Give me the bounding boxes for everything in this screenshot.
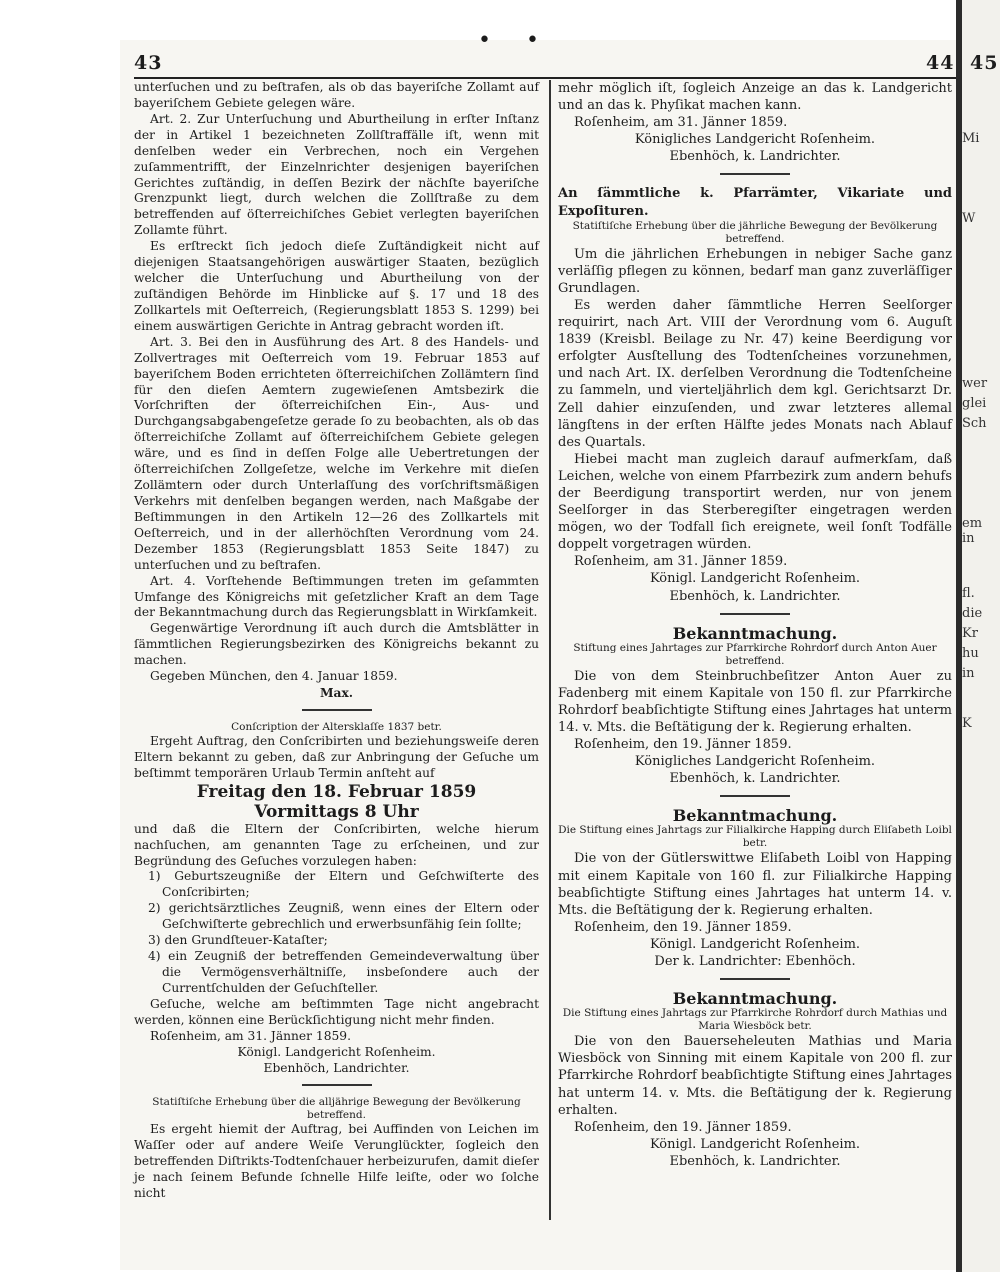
list-item: 3) den Grundſteuer-Kataſter; <box>148 933 328 948</box>
edge-text-fragment: die <box>962 606 983 621</box>
edge-text-fragment: Kr <box>962 626 978 641</box>
signature-line: Max. <box>319 685 354 701</box>
paragraph: Roſenheim, den 19. Jänner 1859. <box>574 1119 792 1135</box>
section-subject: Statiſtiſche Erhebung über die jährliche Bewegung der Bevölkerung betreffend. <box>572 219 938 245</box>
section-separator <box>302 1084 372 1086</box>
header-rule <box>134 77 956 79</box>
edge-text-fragment: fl. <box>962 586 975 601</box>
paragraph: Die von dem Steinbruchbeſitzer Anton Auer zu Fadenberg mit einem Kapitale von 150 fl. zur Pfarrkirche Rohrdorf beabſichtigte Stiftung eines Jahrtages hat unterm 14. v. Mts. die Beſtätigung der k. Regierung erhalten. <box>558 668 952 735</box>
edge-text-fragment: Mi <box>962 131 980 146</box>
signature-line: Königliches Landgericht Roſenheim. <box>634 754 876 770</box>
edge-text-fragment: hu <box>962 646 979 661</box>
signature-line: Ebenhöch, k. Landrichter. <box>669 1153 841 1169</box>
signature-line: Königl. Landgericht Roſenheim. <box>237 1044 436 1059</box>
signature-line: Ebenhöch, k. Landrichter. <box>669 771 841 787</box>
list-item: 1) Geburtszeugniße der Eltern und Geſchwiſterte des Conſcribirten; <box>148 869 539 900</box>
edge-text-fragment: Sch <box>962 416 987 431</box>
paragraph: Art. 2. Zur Unterſuchung und Aburtheilung in erſter Inſtanz der in Artikel 1 bezeichneten Zollſtraffälle iſt, wenn mit denſelben weder ein Verbrechen, noch ein Vergehen zuſammentrifft, der Einzelnrichter desjenigen bayeriſchen Gerichtes zuſtändig, in deſſen Bezirk der nächſte bayeriſche Grenzpunkt liegt, durch welchen die Zollſtraße zu dem betreffenden auf öſterreichiſches Gebiet verlegten bayeriſchen Zollamte führt. <box>134 111 539 238</box>
paragraph: Roſenheim, den 19. Jänner 1859. <box>574 919 792 935</box>
date-announcement: Vormittags 8 Uhr <box>254 801 419 822</box>
paragraph: Art. 4. Vorſtehende Beſtimmungen treten im geſammten Umfange des Königreichs mit geſetzlicher Kraft an dem Tage der Bekanntmachung durch das Regierungsblatt in Wirkſamkeit. <box>134 573 539 620</box>
paragraph: Gegeben München, den 4. Januar 1859. <box>150 669 398 684</box>
section-heading: Bekanntmachung. <box>672 623 838 643</box>
paragraph: An ſämmtliche k. Pfarrämter, Vikariate und Expoſituren. <box>558 186 952 219</box>
edge-text-fragment: in <box>962 531 975 546</box>
paragraph: Die von den Bauerseheleuten Mathias und Maria Wiesböck von Sinning mit einem Kapitale von 200 fl. zur Pfarrkirche Rohrdorf beabſichtigte Stiftung eines Jahrtages hat unterm 14. v. Mts. die Beſtätigung der k. Regierung erhalten. <box>558 1034 952 1118</box>
section-heading: Bekanntmachung. <box>672 806 838 826</box>
paragraph: Es ergeht hiemit der Auftrag, bei Auffinden von Leichen im Waſſer oder auf andere Weiſe Verunglückter, ſogleich den betreffenden Diſtrikts-Todtenſchauer herbeizurufen, damit dieſer je nach ſeinem Befunde ſchnelle Hilfe leiſte, oder wo ſolche nicht <box>134 1122 539 1201</box>
page-number-right: 44 <box>926 52 955 74</box>
paragraph: Die von der Gütlerswittwe Eliſabeth Loibl von Happing mit einem Kapitale von 160 fl. zur Filialkirche Happing beabſichtigte Stiftung eines Jahrtages hat unterm 14. v. Mts. die Beſtätigung der k. Regierung erhalten. <box>558 851 952 918</box>
section-separator <box>720 978 790 980</box>
page-number-left: 43 <box>134 52 163 74</box>
signature-line: Königl. Landgericht Roſenheim. <box>649 571 861 587</box>
section-subject: Statiſtiſche Erhebung über die alljährige Bewegung der Bevölkerung betreffend. <box>152 1096 521 1122</box>
right-column <box>558 80 952 1170</box>
paragraph: Gegenwärtige Verordnung iſt auch durch die Amtsblätter in ſämmtlichen Regierungsbezirken des Königreichs bekannt zu machen. <box>134 621 539 668</box>
paragraph: Geſuche, welche am beſtimmten Tage nicht angebracht werden, können eine Berückſichtigung nicht mehr finden. <box>134 996 539 1027</box>
signature-line: Königl. Landgericht Roſenheim. <box>649 936 861 952</box>
paragraph: Roſenheim, den 19. Jänner 1859. <box>574 737 792 753</box>
paragraph: Roſenheim, am 31. Jänner 1859. <box>574 554 788 570</box>
paragraph: Es werden daher ſämmtliche Herren Seelſorger requirirt, nach Art. VIII der Verordnung vom 6. Auguſt 1839 (Kreisbl. Beilage zu Nr. 47) keine Beerdigung vor erfolgter Ausſtellung des Todtenſcheines vorzunehmen, und nach Art. IX. derſelben Verordnung die Todtenſcheine zu ſammeln, und vierteljährlich dem kgl. Gerichtsarzt Dr. Zell dahier einzuſenden, und zwar letzteres allemal längſtens in der erſten Hälfte jedes Monats nach Ablauf des Quartals. <box>558 297 952 450</box>
section-separator <box>302 709 372 711</box>
paragraph: Ergeht Auftrag, den Conſcribirten und beziehungsweiſe deren Eltern bekannt zu geben, daß zur Anbringung der Geſuche um beſtimmt temporären Urlaub Termin anſteht auf <box>134 733 539 780</box>
paragraph: unterſuchen und zu beſtrafen, als ob das bayeriſche Zollamt auf bayeriſchem Gebiete gelegen wäre. <box>134 80 539 110</box>
header-ornament: • • <box>478 28 553 53</box>
column-rule <box>549 80 551 1220</box>
edge-text-fragment: W <box>962 211 976 226</box>
signature-line: Ebenhöch, k. Landrichter. <box>669 588 841 604</box>
edge-text-fragment: K <box>962 716 972 731</box>
list-item: 4) ein Zeugniß der betreffenden Gemeindeverwaltung über die Vermögensverhältniſſe, insbeſondere auch der Currentſchulden der Geſuchſteller. <box>148 949 539 995</box>
paragraph: Um die jährlichen Erhebungen in nebiger Sache ganz verläſſig pflegen zu können, bedarf man ganz zuverläſſiger Grundlagen. <box>558 246 952 296</box>
left-margin <box>0 0 120 1272</box>
paragraph: Es erſtreckt ſich jedoch dieſe Zuſtändigkeit nicht auf diejenigen Staatsangehörigen auswärtiger Staaten, bezüglich welcher die Unterſuchung und Aburtheilung von der zuſtändigen Behörde im Hinblicke auf §. 17 und 18 des Zollkartels mit Oeſterreich, (Regierungsblatt 1853 S. 1299) bei einem auswärtigen Gerichte in Antrag gebracht worden iſt. <box>134 239 539 333</box>
list-item: 2) gerichtsärztliches Zeugniß, wenn eines der Eltern oder Geſchwiſterte gebrechlich und erwerbsunfähig ſein ſollte; <box>148 901 539 932</box>
signature-line: Königl. Landgericht Roſenheim. <box>649 1136 861 1152</box>
next-page-edge <box>956 0 1000 1272</box>
signature-line: Ebenhöch, k. Landrichter. <box>669 149 841 165</box>
section-heading: Bekanntmachung. <box>672 989 838 1009</box>
signature-line: Ebenhöch, Landrichter. <box>263 1060 410 1075</box>
left-column <box>134 80 539 1202</box>
edge-text-fragment: glei <box>962 396 987 411</box>
paragraph: Roſenheim, am 31. Jänner 1859. <box>150 1028 351 1043</box>
section-separator <box>720 613 790 615</box>
date-announcement: Freitag den 18. Februar 1859 <box>196 781 477 802</box>
edge-text-fragment: em <box>962 516 983 531</box>
edge-text-fragment: wer <box>962 376 988 391</box>
section-subject: Stiftung eines Jahrtages zur Pfarrkirche Rohrdorf durch Anton Auer betreffend. <box>573 641 937 667</box>
paragraph: mehr möglich iſt, ſogleich Anzeige an das k. Landgericht und an das k. Phyſikat machen kann. <box>558 81 952 114</box>
signature-line: Der k. Landrichter: Ebenhöch. <box>654 954 856 970</box>
paragraph: und daß die Eltern der Conſcribirten, welche hierum nachſuchen, am genannten Tage zu erſcheinen, und zur Begründung des Geſuches vorzulegen haben: <box>134 821 539 868</box>
document-list <box>134 869 539 996</box>
page-number-edge: 45 <box>970 52 999 74</box>
edge-text-fragment: in <box>962 666 975 681</box>
section-subject: Die Stiftung eines Jahrtags zur Filialkirche Happing durch Eliſabeth Loibl betr. <box>558 824 952 850</box>
paragraph: Roſenheim, am 31. Jänner 1859. <box>574 115 788 131</box>
paragraph: Art. 3. Bei den in Ausführung des Art. 8 des Handels- und Zollvertrages mit Oeſterreich vom 19. Februar 1853 auf bayeriſchem Boden errichteten öſterreichiſchen Zollämtern ſind für den dieſen Aemtern zugewieſenen Amtsbezirk die Vorſchriften der öſterreichiſchen Ein-, Aus- und Durchgangsabgabengeſetze gerade ſo zu beobachten, als ob das öſterreichiſche Zollamt auf öſterreichiſchem Gebiete gelegen wäre, und es ſind in deſſen Folge alle Uebertretungen der öſterreichiſchen Zollgeſetze, welche im Verkehre mit dieſen Zollämtern oder durch Unterlaſſung des vorſchriftsmäßigen Verkehrs mit denſelben begangen werden, nach Maßgabe der Beſtimmungen in den Artikeln 12—26 des Zollkartels mit Oeſterreich, und in der allerhöchſten Verordnung vom 24. Dezember 1853 (Regierungsblatt 1853 Seite 1847) zu unterſuchen und zu beſtrafen. <box>134 334 539 572</box>
paragraph: Hiebei macht man zugleich darauf aufmerkſam, daß Leichen, welche von einem Pfarrbezirk zum andern behufs der Beerdigung transportirt werden, nur von jenem Seelſorger in das Sterberegiſter eingetragen werden mögen, wo der Todfall ſich ereignete, weil ſonſt Todfälle doppelt vorgetragen würden. <box>558 451 952 553</box>
signature-line: Königliches Landgericht Roſenheim. <box>634 132 876 148</box>
section-separator <box>720 795 790 797</box>
section-subject: Conſcription der Altersklaſſe 1837 betr. <box>231 720 442 733</box>
section-subject: Die Stiftung eines Jahrtags zur Pfarrkirche Rohrdorf durch Mathias und Maria Wiesböck betr. <box>562 1007 948 1033</box>
section-separator <box>720 173 790 175</box>
